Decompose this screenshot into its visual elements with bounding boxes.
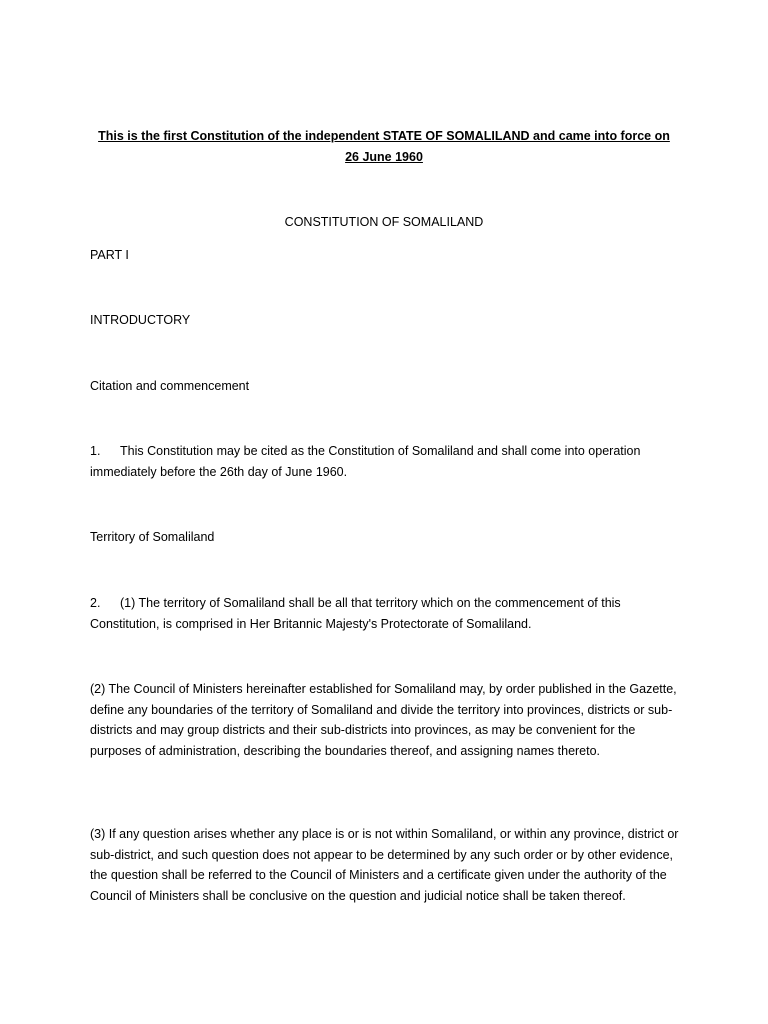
section-2-sub1-text: (1) The territory of Somaliland shall be all that territory which on the commencement of this Constitution, is comprised in Her Britannic Majesty's Protectorate of Somaliland. bbox=[90, 596, 621, 631]
section-1-number: 1. bbox=[90, 444, 101, 458]
section-2-number: 2. bbox=[90, 596, 101, 610]
part-label: PART I bbox=[90, 248, 129, 262]
section-2-paragraph-3: (3) If any question arises whether any place is or is not within Somaliland, or within any province, district or sub-district, and such question does not appear to be determined by any such order or by other evidence, the question shall be referred to the Council of Ministers and a certificate given under the authority of the Council of Ministers shall be conclusive on the question and judicial notice shall be taken thereof. bbox=[90, 827, 679, 903]
document-title: This is the first Constitution of the independent STATE OF SOMALILAND and came into force on 26 June 1960 bbox=[98, 129, 670, 164]
section-1-text: This Constitution may be cited as the Constitution of Somaliland and shall come into operation immediately before the 26th day of June 1960. bbox=[90, 444, 641, 479]
section-2-paragraph-2: (2) The Council of Ministers hereinafter established for Somaliland may, by order published in the Gazette, define any boundaries of the territory of Somaliland and divide the territory into provinces, districts or sub-districts and may group districts and their sub-districts into provinces, as may be convenient for the purposes of administration, describing the boundaries thereof, and assigning names thereto. bbox=[90, 682, 677, 758]
part-title: INTRODUCTORY bbox=[90, 313, 191, 327]
section-2-heading: Territory of Somaliland bbox=[90, 530, 215, 544]
section-2-paragraph-1 bbox=[90, 593, 680, 634]
section-1-paragraph bbox=[90, 441, 680, 482]
constitution-heading: CONSTITUTION OF SOMALILAND bbox=[284, 215, 484, 229]
section-1-heading: Citation and commencement bbox=[90, 379, 250, 393]
